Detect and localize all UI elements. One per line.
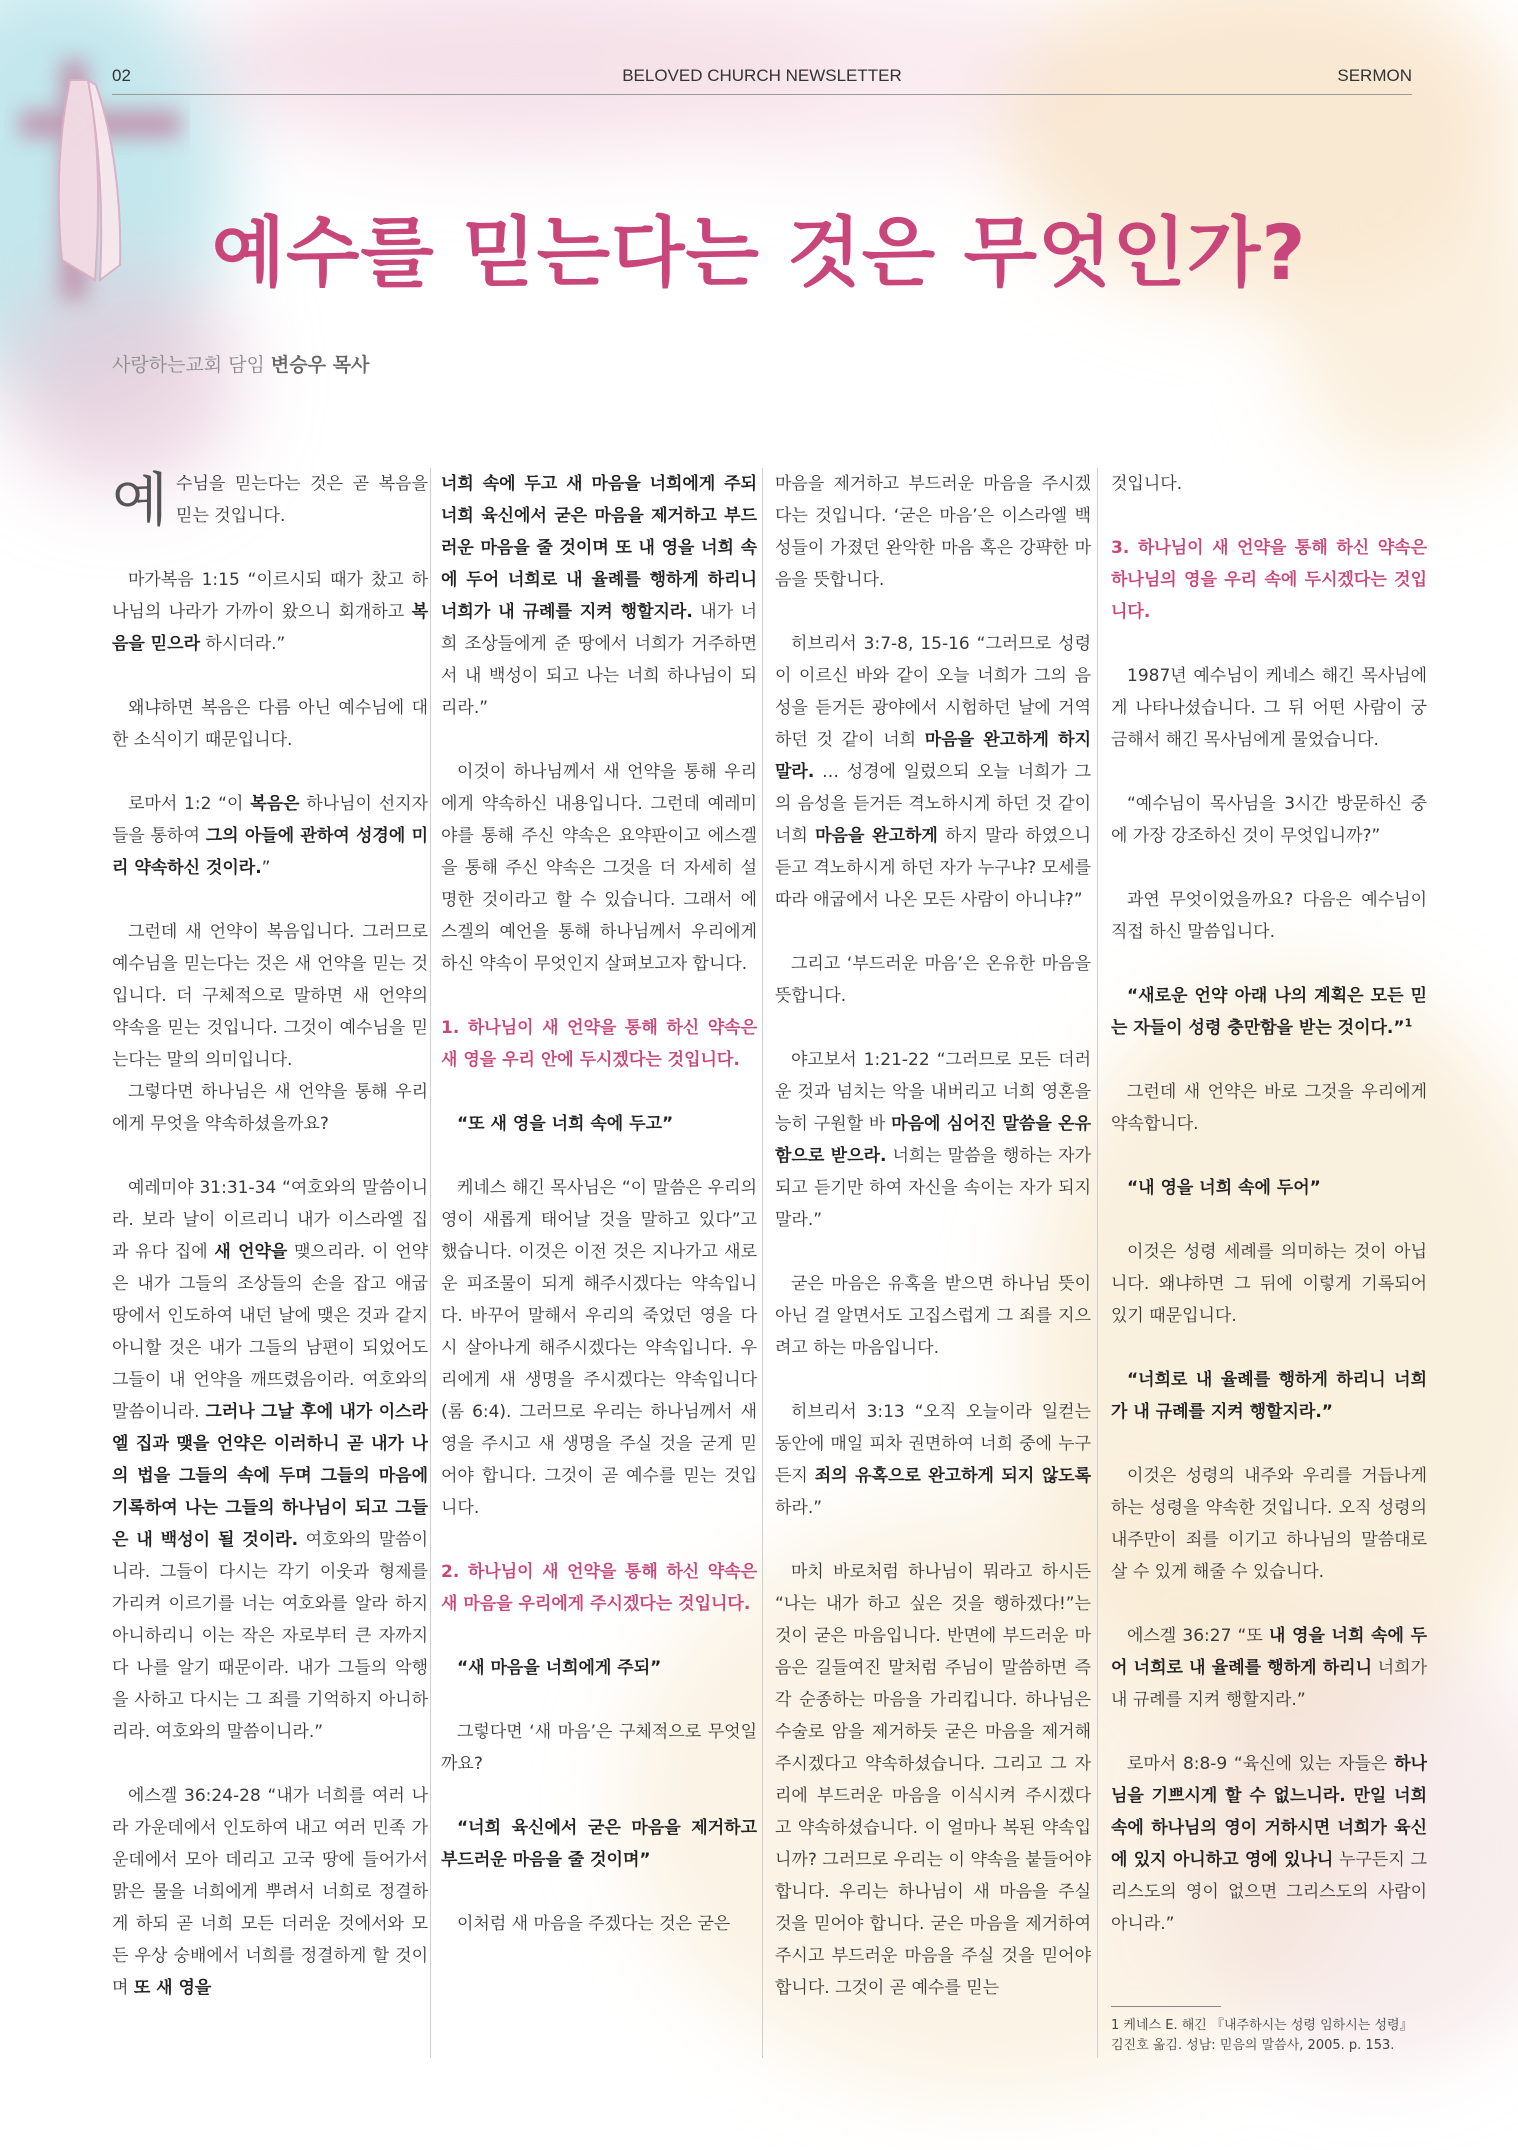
section-label: SERMON <box>1337 66 1412 85</box>
paragraph: 야고보서 1:21-22 “그러므로 모든 더러운 것과 넘치는 악을 내버리고 너희 영혼을 능히 구원할 바 마음에 심어진 말씀을 온유함으로 받으라. 너희는 말씀을 행하는 자가 되고 듣기만 하여 자신을 속이는 자가 되지 말라.” <box>775 1050 1091 1230</box>
paragraph: 히브리서 3:13 “오직 오늘이라 일컫는 동안에 매일 피차 권면하여 너희 중에 누구든지 죄의 유혹으로 완고하게 되지 않도록 하라.” <box>775 1402 1091 1518</box>
scripture-quote: “내 영을 너희 속에 두어” <box>1127 1178 1321 1198</box>
paragraph: 1987년 예수님이 케네스 해긴 목사님에게 나타나셨습니다. 그 뒤 어떤 사람이 궁금해서 해긴 목사님에게 물었습니다. <box>1111 666 1427 750</box>
column-1 <box>112 468 428 2068</box>
author-church: 사랑하는교회 담임 <box>112 354 265 376</box>
author-name: 변승우 목사 <box>270 354 370 376</box>
footnote <box>1111 2016 1427 2056</box>
section-heading-1: 1. 하나님이 새 언약을 통해 하신 약속은 새 영을 우리 안에 두시겠다는 것입니다. <box>441 1018 757 1070</box>
paragraph: 에스겔 36:27 “또 내 영을 너희 속에 두어 너희로 내 율례를 행하게 하리니 너희가 내 규례를 지켜 행할지라.” <box>1111 1626 1427 1710</box>
paragraph: “예수님이 목사님을 3시간 방문하신 중에 가장 강조하신 것이 무엇입니까?” <box>1111 794 1427 846</box>
paragraph: 굳은 마음은 유혹을 받으면 하나님 뜻이 아닌 걸 알면서도 고집스럽게 그 죄를 지으려고 하는 마음입니다. <box>775 1274 1091 1358</box>
paragraph: 그렇다면 ‘새 마음’은 구체적으로 무엇일까요? <box>441 1722 757 1774</box>
section-heading-3: 3. 하나님이 새 언약을 통해 하신 약속은 하나님의 영을 우리 속에 두시겠다는 것입니다. <box>1111 538 1427 622</box>
paragraph: 그런데 새 언약이 복음입니다. 그러므로 예수님을 믿는다는 것은 새 언약을 믿는 것입니다. 더 구체적으로 말하면 새 언약의 약속을 믿는 것입니다. 그것이 예수님을 믿는다는 말의 의미입니다. <box>112 922 428 1070</box>
paragraph: 마치 바로처럼 하나님이 뭐라고 하시든 “나는 내가 하고 싶은 것을 행하겠다!”는 것이 굳은 마음입니다. 반면에 부드러운 마음은 길들여진 말처럼 주님이 말씀하면 즉각 순종하는 마음을 가리킵니다. 하나님은 수술로 암을 제거하듯 굳은 마음을 제거해 주시겠다고 약속하셨습니다. 그리고 그 자리에 부드러운 마음을 이식시켜 주시겠다고 약속하셨습니다. 이 얼마나 복된 약속입니까? 그러므로 우리는 이 약속을 붙들어야 합니다. 우리는 하나님이 새 마음을 주실 것을 믿어야 합니다. 굳은 마음을 제거하여 주시고 부드러운 마음을 주실 것을 믿어야 합니다. 그것이 곧 예수를 믿는 <box>775 1562 1091 1998</box>
article-title: 예수를 믿는다는 것은 무엇인가? <box>211 208 1307 297</box>
paragraph: 예레미야 31:31-34 “여호와의 말씀이니라. 보라 날이 이르리니 내가 이스라엘 집과 유다 집에 새 언약을 맺으리라. 이 언약은 내가 그들의 조상들의 손을 잡고 애굽 땅에서 인도하여 내던 날에 맺은 것과 같지 아니할 것은 내가 그들의 남편이 되었어도 그들이 내 언약을 깨뜨렸음이라. 여호와의 말씀이니라. 그러나 그날 후에 내가 이스라엘 집과 맺을 언약은 이러하니 곧 내가 나의 법을 그들의 속에 두며 그들의 마음에 기록하여 나는 그들의 하나님이 되고 그들은 내 백성이 될 것이라. 여호와의 말씀이니라. 그들이 다시는 각기 이웃과 형제를 가리켜 이르기를 너는 여호와를 알라 하지 아니하리니 이는 작은 자로부터 큰 자까지 다 나를 알기 때문이라. 내가 그들의 악행을 사하고 다시는 그 죄를 기억하지 아니하리라. 여호와의 말씀이니라.” <box>112 1178 428 1742</box>
column-2 <box>441 468 757 2068</box>
paragraph: 케네스 해긴 목사님은 “이 말씀은 우리의 영이 새롭게 태어날 것을 말하고 있다”고 했습니다. 이것은 이전 것은 지나가고 새로운 피조물이 되게 해주시겠다는 약속입니다. 바꾸어 말해서 우리의 죽었던 영을 다시 살아나게 해주시겠다는 약속입니다. 우리에게 새 생명을 주시겠다는 약속입니다(롬 6:4). 그러므로 우리는 하나님께서 새 영을 주시고 새 생명을 주실 것을 굳게 믿어야 합니다. 그것이 곧 예수를 믿는 것입니다. <box>441 1178 757 1518</box>
paragraph: 것입니다. <box>1111 474 1183 494</box>
column-4 <box>1111 468 1427 2068</box>
intro-paragraph: 예수님을 믿는다는 것은 곧 복음을 믿는 것입니다. <box>112 468 428 534</box>
column-3 <box>775 468 1091 2068</box>
paragraph: 이것은 성령 세례를 의미하는 것이 아닙니다. 왜냐하면 그 뒤에 이렇게 기록되어 있기 때문입니다. <box>1111 1242 1427 1326</box>
newsletter-name: BELOVED CHURCH NEWSLETTER <box>622 66 902 85</box>
paragraph: 로마서 8:8-9 “육신에 있는 자들은 하나님을 기쁘시게 할 수 없느니라. 만일 너희 속에 하나님의 영이 거하시면 너희가 육신에 있지 아니하고 영에 있나니 누구든지 그리스도의 영이 없으면 그리스도의 사람이 아니라.” <box>1111 1754 1427 1934</box>
paragraph: 이것은 성령의 내주와 우리를 거듭나게 하는 성령을 약속한 것입니다. 오직 성령의 내주만이 죄를 이기고 하나님의 말씀대로 살 수 있게 해줄 수 있습니다. <box>1111 1466 1427 1582</box>
column-divider <box>1097 468 1098 2058</box>
footnote-marker: 1 <box>1404 1016 1413 1030</box>
paragraph: 마음을 제거하고 부드러운 마음을 주시겠다는 것입니다. ‘굳은 마음’은 이스라엘 백성들이 가졌던 완악한 마음 혹은 강퍅한 마음을 뜻합니다. <box>775 474 1091 590</box>
scripture-quote: “또 새 영을 너희 속에 두고” <box>457 1114 674 1134</box>
footnote-text: 케네스 E. 해긴 『내주하시는 성령 임하시는 성령』 김진호 옮김. 성남: 믿음의 말씀사, 2005. p. 153. <box>1111 2018 1413 2053</box>
paragraph: 그리고 ‘부드러운 마음’은 온유한 마음을 뜻합니다. <box>775 954 1091 1006</box>
scripture-quote: “새 마음을 너희에게 주되” <box>457 1658 662 1678</box>
paragraph: 로마서 1:2 “이 복음은 하나님이 선지자들을 통하여 그의 아들에 관하여 성경에 미리 약속하신 것이라.” <box>112 794 428 878</box>
paragraph: 에스겔 36:24-28 “내가 너희를 여러 나라 가운데에서 인도하여 내고 여러 민족 가운데에서 모아 데리고 고국 땅에 들어가서 맑은 물을 너희에게 뿌려서 너희로 정결하게 하되 곧 너희 모든 더러운 것에서와 모든 우상 숭배에서 너희를 정결하게 할 것이며 또 새 영을 <box>112 1786 428 1998</box>
column-divider <box>762 468 763 2058</box>
paragraph: 너희 속에 두고 새 마음을 너희에게 주되 너희 육신에서 굳은 마음을 제거하고 부드러운 마음을 줄 것이며 또 내 영을 너희 속에 두어 너희로 내 율례를 행하게 하리니 너희가 내 규례를 지켜 행할지라. 내가 너희 조상들에게 준 땅에서 너희가 거주하면서 내 백성이 되고 나는 너희 하나님이 되리라.” <box>441 474 757 718</box>
footnote-number: 1 <box>1111 2018 1120 2033</box>
paragraph: 히브리서 3:7-8, 15-16 “그러므로 성령이 이르신 바와 같이 오늘 너희가 그의 음성을 듣거든 광야에서 시험하던 날에 거역하던 것 같이 너희 마음을 완고하게 하지 말라. … 성경에 일렀으되 오늘 너희가 그의 음성을 듣거든 격노하시게 하던 것 같이 너희 마음을 완고하게 하지 말라 하였으니 듣고 격노하시게 하던 자가 누구냐? 모세를 따라 애굽에서 나온 모든 사람이 아니냐?” <box>775 634 1091 910</box>
scripture-quote: “너희 육신에서 굳은 마음을 제거하고 부드러운 마음을 줄 것이며” <box>441 1818 757 1870</box>
scripture-quote: “너희로 내 율례를 행하게 하리니 너희가 내 규례를 지켜 행할지라.” <box>1111 1370 1427 1422</box>
scripture-quote: “새로운 언약 아래 나의 계획은 모든 믿는 자들이 성령 충만함을 받는 것이다.”$^1$ <box>1111 986 1427 1038</box>
paragraph: 과연 무엇이었을까요? 다음은 예수님이 직접 하신 말씀입니다. <box>1111 890 1427 942</box>
paragraph: 이것이 하나님께서 새 언약을 통해 우리에게 약속하신 내용입니다. 그런데 예레미야를 통해 주신 약속은 요약판이고 에스겔을 통해 주신 약속은 그것을 더 자세히 설명한 것이라고 할 수 있습니다. 그래서 에스겔의 예언을 통해 하나님께서 우리에게 하신 약속이 무엇인지 살펴보고자 합니다. <box>441 762 757 974</box>
paragraph: 이처럼 새 마음을 주겠다는 것은 굳은 <box>457 1914 731 1934</box>
drop-cap: 예 <box>112 468 169 534</box>
author-line <box>112 350 369 377</box>
paragraph: 마가복음 1:15 “이르시되 때가 찼고 하나님의 나라가 가까이 왔으니 회개하고 복음을 믿으라 하시더라.” <box>112 570 428 654</box>
column-divider <box>430 468 431 2058</box>
page-number: 02 <box>112 66 131 85</box>
paragraph: 그런데 새 언약은 바로 그것을 우리에게 약속합니다. <box>1111 1082 1427 1134</box>
paragraph: 그렇다면 하나님은 새 언약을 통해 우리에게 무엇을 약속하셨을까요? <box>112 1082 428 1134</box>
page-header <box>112 60 1412 95</box>
section-heading-2: 2. 하나님이 새 언약을 통해 하신 약속은 새 마음을 우리에게 주시겠다는 것입니다. <box>441 1562 757 1614</box>
footnote-divider <box>1111 2006 1221 2007</box>
paragraph: 왜냐하면 복음은 다름 아닌 예수님에 대한 소식이기 때문입니다. <box>112 698 428 750</box>
